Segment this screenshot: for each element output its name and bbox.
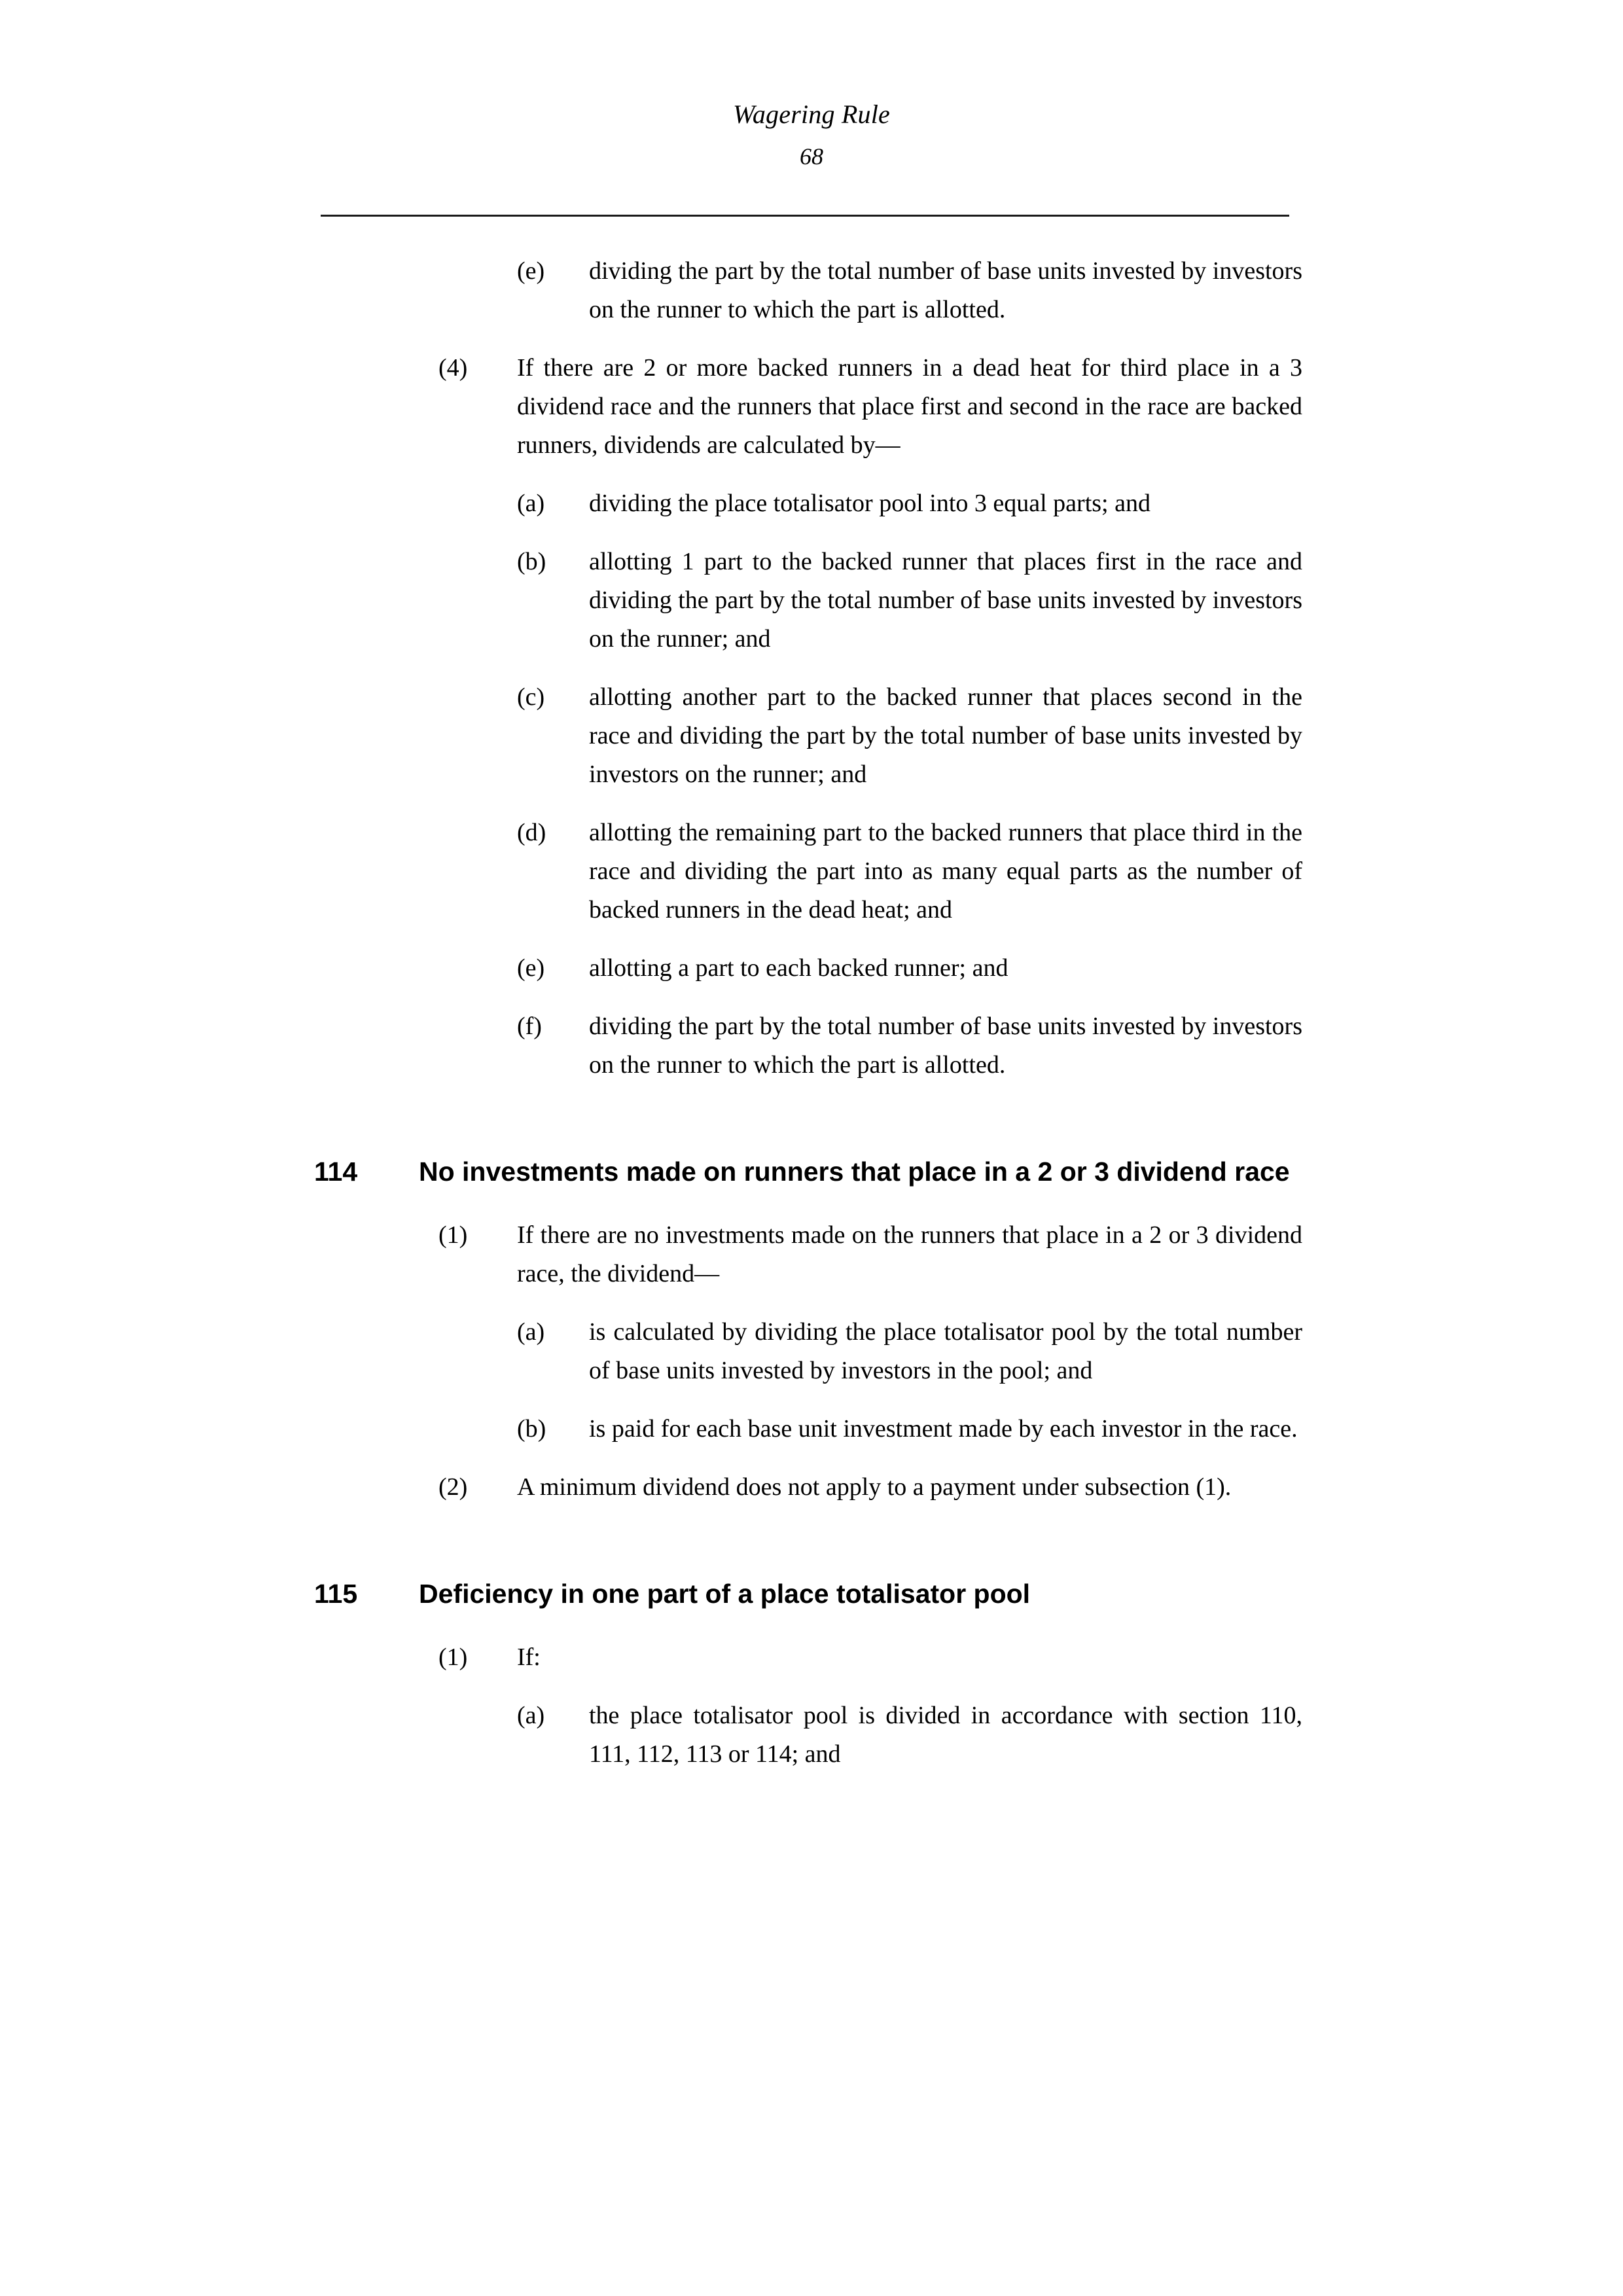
list-item-text: dividing the part by the total number of base units invested by investors on the runner to which the part is allotted. (589, 1013, 1302, 1079)
subsection (438, 1638, 1302, 1677)
list-item-text: allotting a part to each backed runner; and (589, 954, 1008, 982)
section-number: 115 (314, 1579, 358, 1609)
section-title: No investments made on runners that place in a 2 or 3 dividend race (419, 1157, 1290, 1187)
subsection (438, 1468, 1302, 1507)
list-item (517, 1696, 1302, 1774)
list-item (517, 678, 1302, 794)
list-item-marker: (a) (517, 1702, 545, 1729)
page-body (0, 252, 1623, 1774)
list-item-marker: (e) (517, 954, 545, 982)
page-header (0, 98, 1623, 172)
subsection-marker: (1) (438, 1221, 468, 1249)
subsection-marker: (4) (438, 354, 468, 382)
header-divider (321, 215, 1289, 217)
section-heading-114 (314, 1153, 1296, 1190)
subsection-marker: (1) (438, 1643, 468, 1671)
list-item-text: allotting 1 part to the backed runner that places first in the race and dividing the part by the total number of base units invested by investors on the runner; and (589, 548, 1302, 653)
list-item-marker: (a) (517, 490, 545, 517)
list-item-text: allotting the remaining part to the backed runners that place third in the race and dividing the part into as many equal parts as the number of backed runners in the dead heat; and (589, 819, 1302, 924)
list-item-text: allotting another part to the backed runner that places second in the race and dividing the part by the total number of base units invested by investors on the runner; and (589, 683, 1302, 788)
subsection-text: A minimum dividend does not apply to a payment under subsection (1). (517, 1473, 1232, 1501)
list-item-text: dividing the place totalisator pool into 3 equal parts; and (589, 490, 1150, 517)
subsection-text: If there are 2 or more backed runners in a dead heat for third place in a 3 dividend race and the runners that place first and second in the race are backed runners, dividends are calculated by— (517, 354, 1302, 459)
list-item-marker: (a) (517, 1318, 545, 1346)
subsection-text: If there are no investments made on the runners that place in a 2 or 3 dividend race, the dividend— (517, 1221, 1302, 1287)
list-item (517, 484, 1302, 523)
subsection (438, 1216, 1302, 1293)
list-item-text: dividing the part by the total number of base units invested by investors on the runner to which the part is allotted. (589, 257, 1302, 323)
list-item (517, 1007, 1302, 1085)
list-item-marker: (c) (517, 683, 545, 711)
header-title: Wagering Rule (733, 99, 890, 129)
list-item-text: the place totalisator pool is divided in accordance with section 110, 111, 112, 113 or 114; and (589, 1702, 1302, 1768)
subsection (438, 349, 1302, 465)
list-item-marker: (d) (517, 819, 546, 846)
list-item-text: is paid for each base unit investment made by each investor in the race. (589, 1415, 1298, 1443)
page-number: 68 (800, 143, 823, 170)
list-item (517, 543, 1302, 658)
list-item-marker: (f) (517, 1013, 542, 1040)
list-item-marker: (b) (517, 1415, 546, 1443)
list-item-marker: (e) (517, 257, 545, 285)
list-item-marker: (b) (517, 548, 546, 575)
list-item (517, 814, 1302, 929)
list-item (517, 1410, 1302, 1448)
list-item (517, 252, 1302, 329)
list-item-text: is calculated by dividing the place totalisator pool by the total number of base units invested by investors in the pool; and (589, 1318, 1302, 1384)
section-heading-115 (314, 1575, 1296, 1612)
list-item (517, 949, 1302, 988)
subsection-text: If: (517, 1643, 541, 1671)
list-item (517, 1313, 1302, 1390)
section-number: 114 (314, 1157, 358, 1187)
subsection-marker: (2) (438, 1473, 468, 1501)
section-title: Deficiency in one part of a place totalisator pool (419, 1579, 1031, 1609)
